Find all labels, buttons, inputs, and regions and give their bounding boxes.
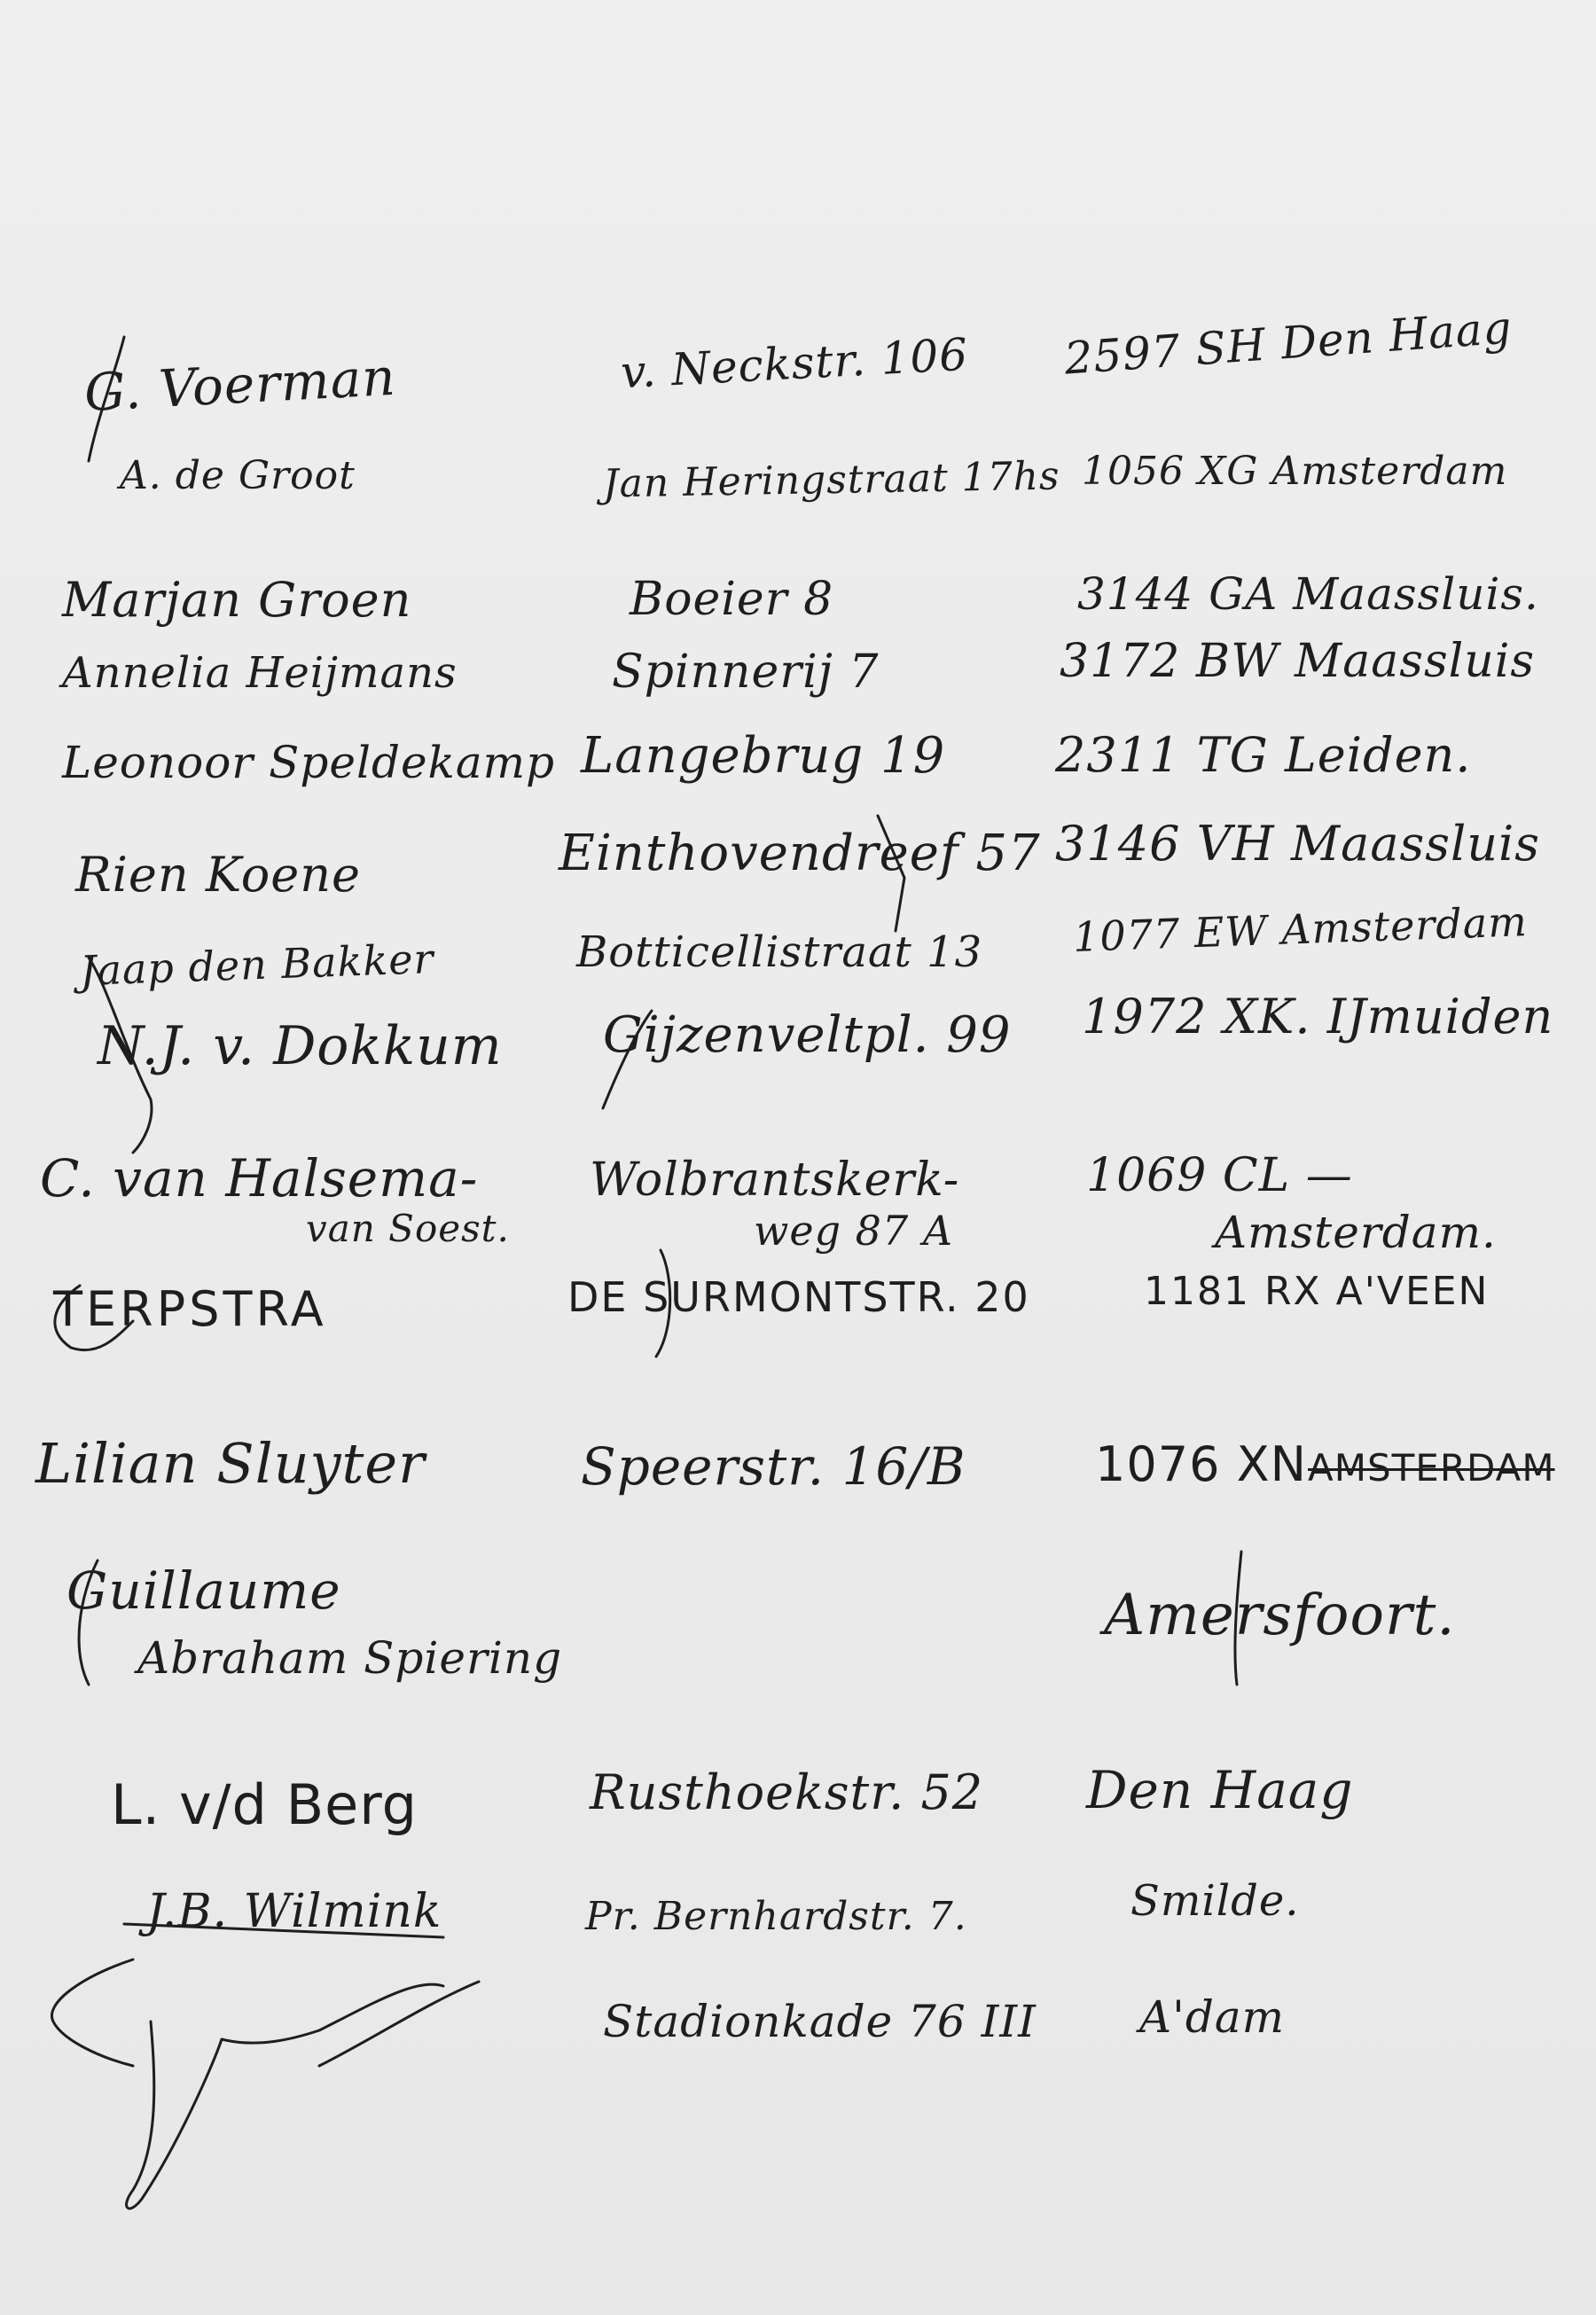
entry-name-line2: Abraham Spiering — [137, 1632, 563, 1684]
entry-street: Spinnerij 7 — [612, 645, 880, 699]
wilmink-underline — [124, 1924, 443, 1937]
einthoven-flourish — [878, 816, 904, 931]
dokkum-flourish — [89, 958, 152, 1153]
entry-name: Annelia Heijmans — [62, 648, 458, 698]
entry-name: G. Voerman — [82, 346, 398, 424]
unnamed-signature — [127, 1984, 443, 2209]
entry-city: 1069 CL — — [1086, 1149, 1353, 1202]
entry-name: N.J. v. Dokkum — [98, 1015, 503, 1077]
guillaume-flourish — [79, 1560, 98, 1685]
entry-street: Botticellistraat 13 — [576, 927, 983, 977]
entry-street: Gijzenveltpl. 99 — [603, 1006, 1012, 1064]
entry-street: v. Neckstr. 106 — [619, 328, 970, 399]
entry-name: TERPSTRA — [53, 1281, 327, 1337]
entry-street-line2: weg 87 A — [754, 1207, 954, 1255]
entry-name: Marjan Groen — [62, 572, 412, 628]
entry-name: Jaap den Bakker — [79, 935, 435, 995]
entry-name: Rien Koene — [75, 847, 361, 903]
entry-city-line2: Amsterdam. — [1215, 1207, 1497, 1258]
entry-city-struck: AMSTERDAM — [1308, 1446, 1555, 1490]
entry-city: Den Haag — [1086, 1760, 1354, 1820]
entry-city: 1056 XG Amsterdam — [1082, 449, 1508, 494]
entry-city: A'dam — [1139, 1991, 1286, 2043]
entry-city: 2311 TG Leiden. — [1055, 727, 1472, 783]
entry-city: 2597 SH Den Haag — [1062, 301, 1514, 385]
entry-city: 1076 XN — [1095, 1436, 1307, 1492]
entry-street: Wolbrantskerk- — [590, 1154, 960, 1207]
entry-name: L. v/d Berg — [111, 1772, 419, 1837]
entry-city: 3144 GA Maassluis. — [1077, 568, 1539, 620]
entry-city: Amersfoort. — [1104, 1583, 1456, 1648]
voerman-flourish — [89, 337, 124, 461]
entry-city: 3172 BW Maassluis — [1060, 635, 1536, 688]
entry-name: Lilian Sluyter — [35, 1431, 426, 1496]
entry-city: Smilde. — [1130, 1876, 1300, 1926]
entry-street: Stadionkade 76 III — [603, 1996, 1037, 2047]
entry-street: Pr. Bernhardstr. 7. — [585, 1894, 967, 1939]
entry-name: A. de Groot — [120, 453, 356, 498]
entry-street: Einthovendreef 57 — [559, 825, 1041, 882]
entry-name-line2: van Soest. — [306, 1207, 510, 1250]
terpstra-flourish — [55, 1286, 133, 1350]
entry-street: Jan Heringstraat 17hs — [602, 453, 1060, 507]
entry-street: Langebrug 19 — [581, 727, 946, 785]
amersfoort-flourish — [1235, 1552, 1241, 1685]
entry-city: 1181 RX A'VEEN — [1144, 1269, 1490, 1314]
entry-street: Rusthoekstr. 52 — [590, 1764, 984, 1820]
surmont-flourish — [656, 1250, 670, 1357]
entry-city: 1077 EW Amsterdam — [1072, 897, 1529, 961]
entry-name: Leonoor Speldekamp — [62, 737, 556, 788]
gijzenvelt-flourish — [603, 1011, 652, 1108]
entry-name: J.B. Wilmink — [146, 1885, 442, 1938]
entry-street: Speerstr. 16/B — [581, 1436, 966, 1497]
entry-name: C. van Halsema- — [40, 1148, 479, 1208]
entry-city: 1972 XK. IJmuiden — [1082, 989, 1554, 1044]
entry-street: Boeier 8 — [630, 573, 834, 626]
signature-tail — [319, 1982, 479, 2066]
entry-name: Guillaume — [66, 1560, 341, 1621]
entry-city: 3146 VH Maassluis — [1055, 816, 1540, 872]
wilmink-flourish — [51, 1959, 133, 2066]
entry-street: DE SURMONTSTR. 20 — [567, 1273, 1030, 1321]
